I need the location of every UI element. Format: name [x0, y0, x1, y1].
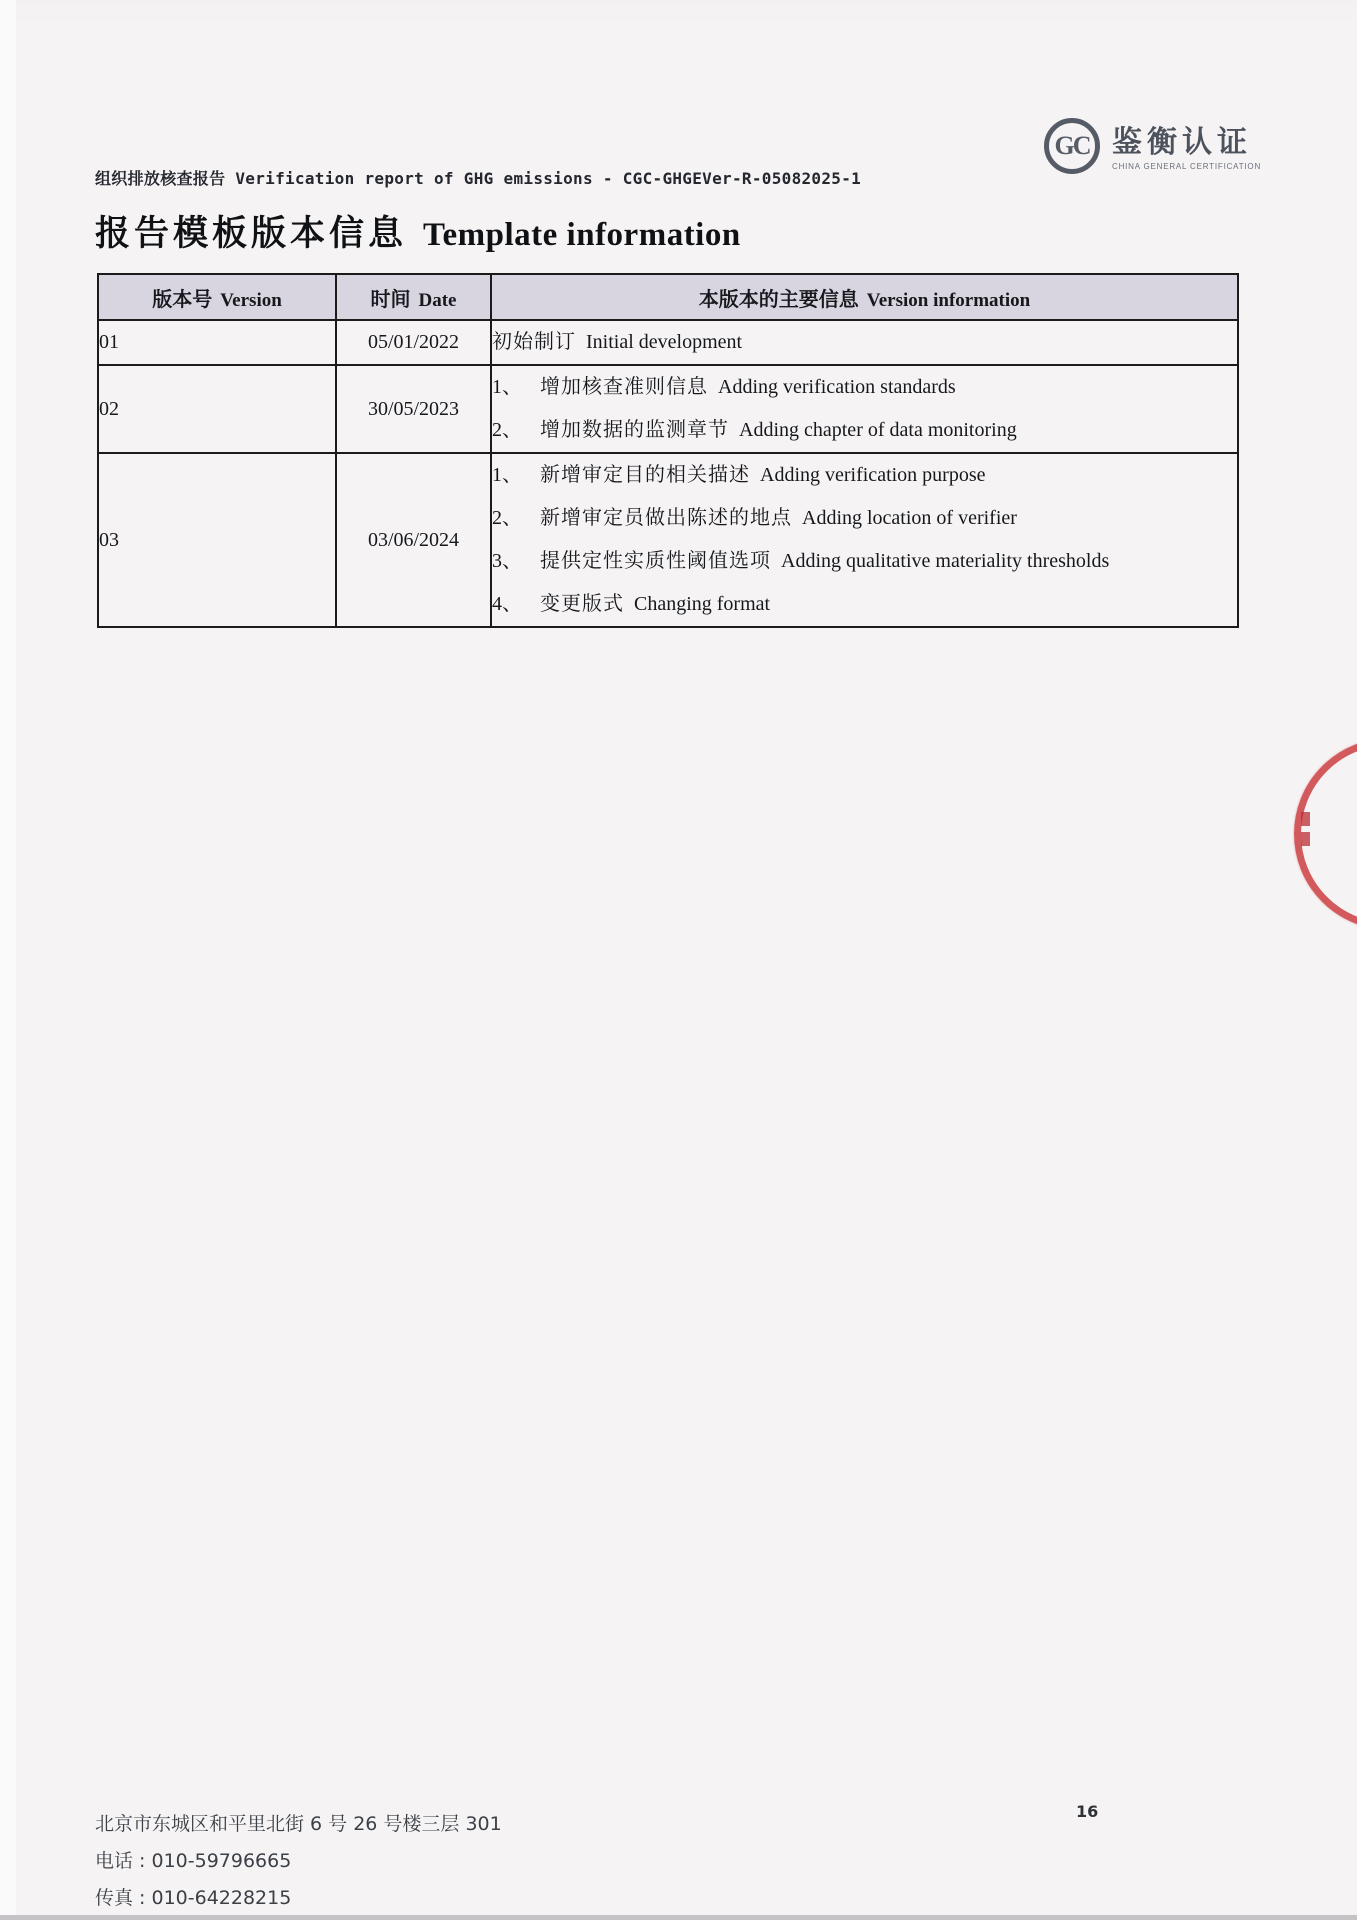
item-text-en: Initial development — [586, 331, 743, 353]
footer-phone: 电话 : 010-59796665 — [95, 1850, 292, 1872]
logo-name-en: CHINA GENERAL CERTIFICATION — [1112, 162, 1262, 171]
column-header-version: 版本号 Version — [98, 274, 336, 320]
date-cell: 30/05/2023 — [336, 365, 491, 453]
item-number: 2、 — [492, 507, 522, 529]
item-number: 3、 — [492, 550, 522, 572]
page-title-en: Template information — [423, 217, 741, 253]
info-item — [492, 409, 1237, 452]
red-seal-text-fragment-icon — [1301, 832, 1310, 846]
info-cell — [491, 320, 1238, 365]
table-row — [98, 453, 1238, 627]
column-header-info: 本版本的主要信息 Version information — [491, 274, 1238, 320]
info-cell — [491, 453, 1238, 627]
item-text-zh: 初始制订 — [492, 331, 576, 353]
scan-edge-left — [0, 0, 16, 1920]
info-cell — [491, 365, 1238, 453]
scan-edge-top — [0, 0, 1357, 26]
item-text-zh: 增加核查准则信息 — [540, 376, 708, 398]
item-number: 1、 — [492, 464, 522, 486]
cgc-logo — [1044, 118, 1261, 174]
document-header-line: 组织排放核查报告 Verification report of GHG emissions - CGC-GHGEVer-R-05082025-1 — [95, 169, 862, 188]
page-number: 16 — [1076, 1802, 1099, 1821]
info-item — [492, 321, 1237, 364]
info-item — [492, 583, 1237, 626]
table-row — [98, 320, 1238, 365]
version-cell: 01 — [98, 320, 336, 365]
template-version-table — [97, 273, 1239, 628]
info-item — [492, 454, 1237, 497]
item-text-zh: 提供定性实质性阈值选项 — [540, 550, 771, 572]
logo-name-zh: 鉴衡认证 — [1112, 126, 1252, 159]
item-number: 1、 — [492, 376, 522, 398]
page-title-zh: 报告模板版本信息 — [95, 214, 408, 253]
item-text-en: Adding location of verifier — [802, 507, 1017, 529]
version-cell: 03 — [98, 453, 336, 627]
info-item — [492, 540, 1237, 583]
item-text-en: Changing format — [634, 593, 771, 615]
footer-address: 北京市东城区和平里北街 6 号 26 号楼三层 301 — [95, 1813, 502, 1835]
item-number: 2、 — [492, 419, 522, 441]
cgc-logo-text — [1112, 118, 1261, 171]
page-title — [95, 206, 741, 256]
footer — [95, 1806, 502, 1917]
version-cell: 02 — [98, 365, 336, 453]
item-text-zh: 变更版式 — [540, 593, 624, 615]
scan-edge-bottom — [0, 1915, 1357, 1920]
info-item — [492, 497, 1237, 540]
item-text-zh: 增加数据的监测章节 — [540, 419, 729, 441]
item-text-zh: 新增审定目的相关描述 — [540, 464, 750, 486]
template-version-table-wrap — [97, 273, 1239, 628]
item-text-zh: 新增审定员做出陈述的地点 — [540, 507, 792, 529]
cgc-monogram-icon: GC — [1044, 118, 1100, 174]
table-row — [98, 365, 1238, 453]
date-cell: 05/01/2022 — [336, 320, 491, 365]
item-number: 4、 — [492, 593, 522, 615]
item-text-en: Adding verification purpose — [760, 464, 986, 486]
item-text-en: Adding qualitative materiality thresholds — [781, 550, 1110, 572]
item-text-en: Adding verification standards — [718, 376, 956, 398]
table-header-row — [98, 274, 1238, 320]
item-text-en: Adding chapter of data monitoring — [739, 419, 1017, 441]
column-header-date: 时间 Date — [336, 274, 491, 320]
red-seal-text-fragment-icon — [1301, 812, 1310, 826]
info-item — [492, 366, 1237, 409]
date-cell: 03/06/2024 — [336, 453, 491, 627]
footer-fax: 传真 : 010-64228215 — [95, 1887, 292, 1909]
